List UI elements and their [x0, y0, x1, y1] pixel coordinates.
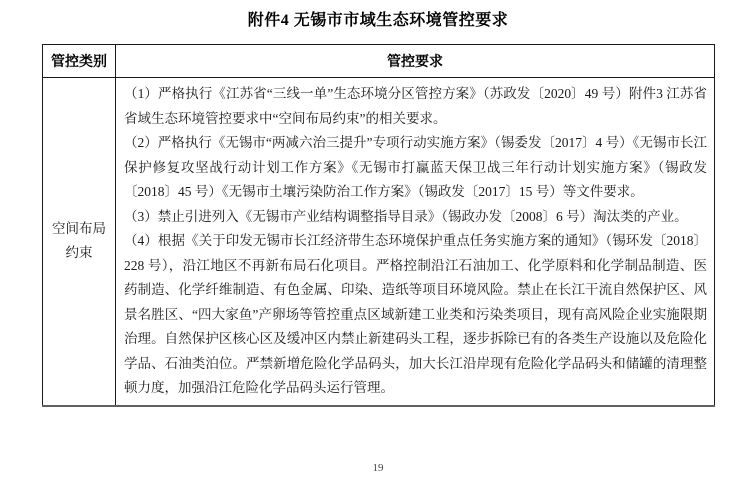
requirement-paragraph-1: （1）严格执行《江苏省“三线一单”生态环境分区管控方案》（苏政发〔2020〕49 号）附件3 江苏省省域生态环境管控要求中“空间布局约束”的相关要求。	[124, 86, 707, 126]
column-header-requirements: 管控要求	[116, 45, 715, 78]
document-page	[42, 0, 714, 407]
category-cell: 空间布局约束	[43, 78, 116, 406]
requirements-cell	[116, 78, 715, 406]
page-title: 附件4 无锡市市域生态环境管控要求	[247, 12, 509, 29]
column-header-category: 管控类别	[43, 45, 116, 78]
table-row	[43, 78, 715, 406]
requirement-paragraph-2: （2）严格执行《无锡市“两减六治三提升”专项行动实施方案》（锡委发〔2017〕4 号）《无锡市长江保护修复攻坚战行动计划工作方案》《无锡市打赢蓝天保卫战三年行动计划实施方案》（锡政发〔2018〕45 号）《无锡市土壤污染防治工作方案》（锡政发〔2017〕15 号）等文件要求。	[124, 135, 707, 199]
page-number: 19	[372, 462, 384, 474]
table-header-row	[43, 45, 715, 78]
control-requirements-table	[42, 44, 715, 407]
requirement-paragraph-4: （4）根据《关于印发无锡市长江经济带生态环境保护重点任务实施方案的通知》（锡环发〔2018〕228 号），沿江地区不再新布局石化项目。严格控制沿江石油加工、化学原料和化学制品制造、医药制造、化学纤维制造、有色金属、印染、造纸等项目环境风险。禁止在长江干流自然保护区、风景名胜区、“四大家鱼”产卵场等管控重点区域新建工业类和污染类项目，现有高风险企业实施限期治理。自然保护区核心区及缓冲区内禁止新建码头工程，逐步拆除已有的各类生产设施以及危险化学品、石油类泊位。严禁新增危险化学品码头，加大长江沿岸现有危险化学品码头和储罐的清理整顿力度，加强沿江危险化学品码头运行管理。	[124, 233, 707, 395]
requirement-paragraph-3: （3）禁止引进列入《无锡市产业结构调整指导目录》（锡政办发〔2008〕6 号）淘汰类的产业。	[124, 208, 688, 224]
